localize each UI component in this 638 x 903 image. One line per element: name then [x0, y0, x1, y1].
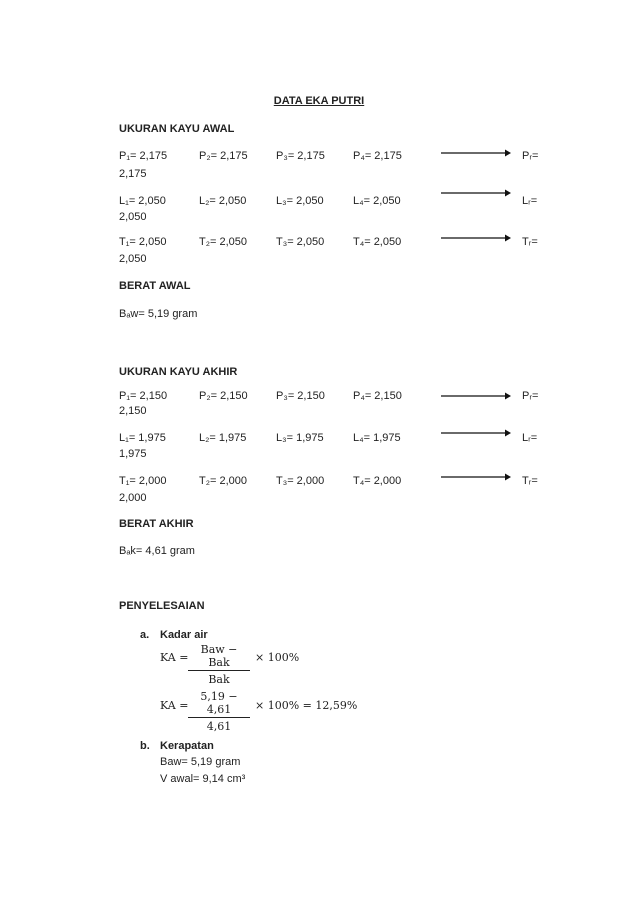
measure-cell: P₄= 2,175 — [353, 150, 402, 162]
measure-cell: T₁= 2,050 — [119, 236, 167, 248]
fraction — [188, 690, 250, 733]
measure-cell-wrap: 2,150 — [119, 405, 147, 417]
arrow-right-icon — [441, 391, 511, 401]
measure-cell: L₃= 2,050 — [276, 195, 324, 207]
formula-lhs: KA = — [160, 699, 189, 712]
result-label: Lᵣ= — [522, 432, 538, 444]
fraction — [188, 643, 250, 686]
formula-lhs: KA = — [160, 651, 189, 664]
kerapatan-line: Baw= 5,19 gram — [160, 756, 241, 768]
section-heading-penyelesaian: PENYELESAIAN — [119, 600, 205, 612]
measure-cell: P₃= 2,150 — [276, 390, 325, 402]
measure-cell-wrap: 1,975 — [119, 448, 147, 460]
section-heading-awal: UKURAN KAYU AWAL — [119, 123, 235, 135]
measure-cell-wrap: 2,050 — [119, 211, 147, 223]
result-label: Tᵣ= — [522, 475, 538, 487]
measure-cell-wrap: 2,000 — [119, 492, 147, 504]
berat-value: Bₐk= 4,61 gram — [119, 545, 195, 557]
arrow-right-icon — [441, 233, 511, 243]
measure-cell: T₁= 2,000 — [119, 475, 167, 487]
formula-rhs: × 100% — [255, 651, 300, 664]
result-label: Tᵣ= — [522, 236, 538, 248]
measure-cell: T₃= 2,050 — [276, 236, 325, 248]
measure-cell: L₁= 2,050 — [119, 195, 166, 207]
fraction-denominator: Bak — [208, 673, 230, 686]
fraction-numerator: 5,19 − 4,61 — [188, 690, 250, 718]
measure-cell: T₂= 2,050 — [199, 236, 247, 248]
arrow-right-icon — [441, 428, 511, 438]
measure-cell: T₄= 2,050 — [353, 236, 402, 248]
measure-cell: L₂= 2,050 — [199, 195, 247, 207]
subsection-title: Kerapatan — [160, 740, 214, 752]
measure-cell: P₁= 2,175 — [119, 150, 168, 162]
arrow-right-icon — [441, 148, 511, 158]
measure-cell-wrap: 2,175 — [119, 168, 147, 180]
page-title: DATA EKA PUTRI — [273, 95, 365, 107]
measure-cell: L₂= 1,975 — [199, 432, 247, 444]
berat-heading: BERAT AWAL — [119, 280, 191, 292]
measure-cell: P₂= 2,150 — [199, 390, 248, 402]
result-label: Pᵣ= — [522, 390, 539, 402]
result-label: Lᵣ= — [522, 195, 538, 207]
formula-rhs: × 100% = 12,59% — [255, 699, 358, 712]
subsection-title: Kadar air — [160, 629, 208, 641]
measure-cell: T₃= 2,000 — [276, 475, 325, 487]
section-heading-akhir: UKURAN KAYU AKHIR — [119, 366, 238, 378]
measure-cell: T₄= 2,000 — [353, 475, 402, 487]
measure-cell: L₄= 1,975 — [353, 432, 401, 444]
berat-value: Bₐw= 5,19 gram — [119, 308, 198, 320]
result-label: Pᵣ= — [522, 150, 539, 162]
measure-cell-wrap: 2,050 — [119, 253, 147, 265]
fraction-numerator: Baw − Bak — [188, 643, 250, 671]
measure-cell: L₃= 1,975 — [276, 432, 324, 444]
list-marker: b. — [140, 740, 150, 752]
measure-cell: T₂= 2,000 — [199, 475, 247, 487]
measure-cell: P₁= 2,150 — [119, 390, 168, 402]
measure-cell: P₄= 2,150 — [353, 390, 402, 402]
measure-cell: P₂= 2,175 — [199, 150, 248, 162]
fraction-denominator: 4,61 — [206, 720, 232, 733]
measure-cell: P₃= 2,175 — [276, 150, 325, 162]
arrow-right-icon — [441, 188, 511, 198]
measure-cell: L₄= 2,050 — [353, 195, 401, 207]
list-marker: a. — [140, 629, 150, 641]
berat-heading: BERAT AKHIR — [119, 518, 194, 530]
arrow-right-icon — [441, 472, 511, 482]
measure-cell: L₁= 1,975 — [119, 432, 166, 444]
kerapatan-line: V awal= 9,14 cm³ — [160, 773, 246, 785]
